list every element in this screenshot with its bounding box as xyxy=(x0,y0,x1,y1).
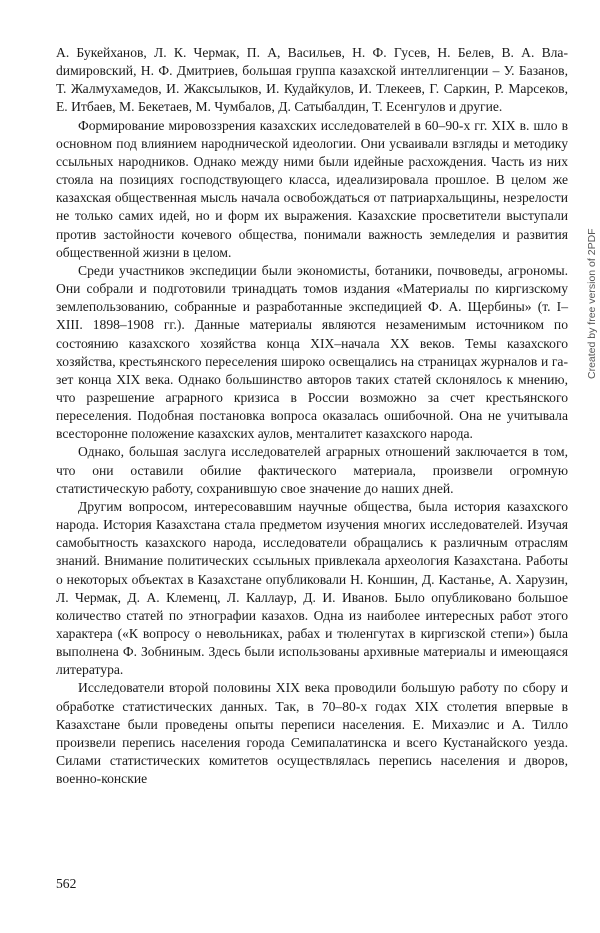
paragraph-3: Среди участников экспедиции были экономисты, ботаники, почвоведы, агрономы. Они собрали и подготовили тринадцать томов издания «Материалы по киргизскому землепользованию, собранные и разработанные экспедицией Ф. А. Щербины» (т. I–XIII. 1898–1908 гг.). Данные материалы являются незаменимым источником по состоянию казахского хозяйства конца XIX–начала XX веков. Темы казахского хозяйства, крестьянского переселения широко освещались на страницах журналов и газет конца XIX века. Однако большинство авторов таких статей склонялось к мнению, что разрешение аграрного кризиса в России возможно за счет крестьянского переселения. Подобная постановка вопроса оказалась ошибочной. Она не учитывала всесторонне положение казахских аулов, менталитет казахского народа. xyxy=(56,262,568,442)
page-number: 562 xyxy=(56,876,77,891)
paragraph-1: А. Букейханов, Л. К. Чермак, П. А, Васильев, Н. Ф. Гусев, Н. Белев, В. А. Влаdимировский, Н. Ф. Дмитриев, большая группа казахской интеллигенции – У. Базанов, Т. Жалмухамедов, И. Жаксылыков, И. Кудайкулов, И. Тлекеев, Г. Саркин, Р. Марсеков, Е. Итбаев, М. Бекетаев, М. Чумбалов, Д. Сатыбалдин, Т. Есенгулов и другие. xyxy=(56,45,568,115)
paragraph-6: Исследователи второй половины XIX века проводили большую работу по сбору и обработке статистических данных. Так, в 70–80-х годах XIX столетия впервые в Казахстане были проведены опыты переписи населения. Е. Михаэлис и А. Тилло произвели перепись населения города Семипалатинска и всего Кустанайского уезда. Силами статистических комитетов осуществлялась перепись населения и дворов, военно-конские xyxy=(56,680,568,787)
page-text-body xyxy=(56,44,568,788)
paragraph-2: Формирование мировоззрения казахских исследователей в 60–90-х гг. XIX в. шло в основном под влиянием народнической идеологии. Они усваивали взгляды и методику ссыльных народников. Однако между ними были идейные расхождения. Часть из них стояла на позициях господствующего класса, идеализировала прошлое. В целом же казахская общественная мысль начала освобождаться от патриархальщины, незрелости не только самих идей, но и форм их выражения. Казахские просветители выступали против застойности кочевого общества, понимали важность земледелия и развития общественной жизни в целом. xyxy=(56,117,568,260)
watermark-text: Created by free version of 2PDF xyxy=(586,228,598,379)
paragraph-4: Однако, большая заслуга исследователей аграрных отношений заключается в том, что они оставили обилие фактического материала, произвели огромную статистическую работу, сохранившую свое значение до наших дней. xyxy=(56,444,568,496)
paragraph-5: Другим вопросом, интересовавшим научные общества, была история казахского народа. История Казахстана стала предметом изучения многих исследователей. Изучая самобытность казахского народа, исследователи обращались к различным отраслям знаний. Внимание политических ссыльных привлекала археология Казахстана. Работы о некоторых объектах в Казахстане опубликовали Н. Коншин, Д. Кастанье, А. Харузин, Л. Чермак, Д. А. Клеменц, Л. Каллаур, Д. И. Иванов. Было опубликовано большое количество статей по этнографии казахов. Одна из наиболее интересных работ этого характера («К вопросу о невольниках, рабах и тюленгутах в киргизской степи») была выполнена Ф. Зобниным. Здесь были использованы архивные материалы и имеющаяся литература. xyxy=(56,498,568,678)
